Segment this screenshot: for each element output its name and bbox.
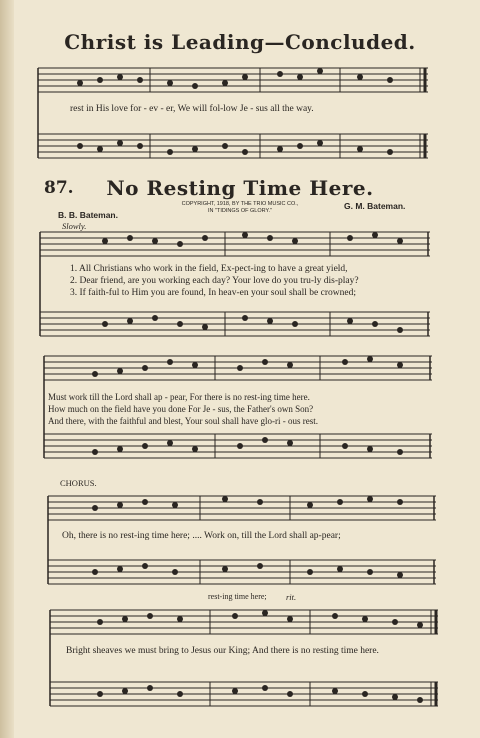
page-title: Christ is Leading—Concluded. [64, 30, 416, 54]
lyric-line: rest in His love for - ev - er, We will fol-low Je - sus all the way. [70, 104, 314, 114]
verse-line-1: 1. All Christians who work in the field, Ex-pect-ing to have a great yield, [70, 264, 348, 274]
verse-cont-line-2: How much on the field have you done For Je - sus, the Father's own Son? [48, 404, 314, 414]
music-staff-system-5 [0, 604, 480, 714]
verse-cont-line-1: Must work till the Lord shall ap - pear, For there is no rest-ing time here. [48, 392, 310, 402]
hymn-number: 87. [44, 178, 74, 198]
composer-credit: G. M. Bateman. [344, 201, 406, 211]
chorus-line-1: Oh, there is no rest-ing time here; .... Work on, till the Lord shall ap-pear; [62, 531, 341, 541]
tempo-marking: Slowly. [62, 221, 87, 231]
verse-line-3: 3. If faith-ful to Him you are found, In heav-en your soul shall be crowned; [70, 288, 356, 298]
verse-line-2: 2. Dear friend, are you working each day? Your love do you tru-ly dis-play? [70, 276, 359, 286]
verse-cont-line-3: And there, with the faithful and blest, Your soul shall have glo-ri - ous rest. [48, 416, 318, 426]
ritardando-marking: rit. [286, 592, 297, 602]
lyricist-credit: B. B. Bateman. [58, 210, 118, 220]
copyright-notice: COPYRIGHT, 1918, BY THE TRIO MUSIC CO., IN "TIDINGS OF GLORY." [181, 201, 299, 214]
music-staff-system-1 [0, 62, 480, 172]
hymn-title: No Resting Time Here. [106, 176, 374, 200]
chorus-label: CHORUS. [60, 478, 97, 488]
music-staff-system-2 [0, 226, 480, 346]
chorus-echo-lyric: rest-ing time here; [208, 592, 267, 601]
chorus-line-2: Bright sheaves we must bring to Jesus our King; And there is no resting time here. [66, 646, 379, 656]
